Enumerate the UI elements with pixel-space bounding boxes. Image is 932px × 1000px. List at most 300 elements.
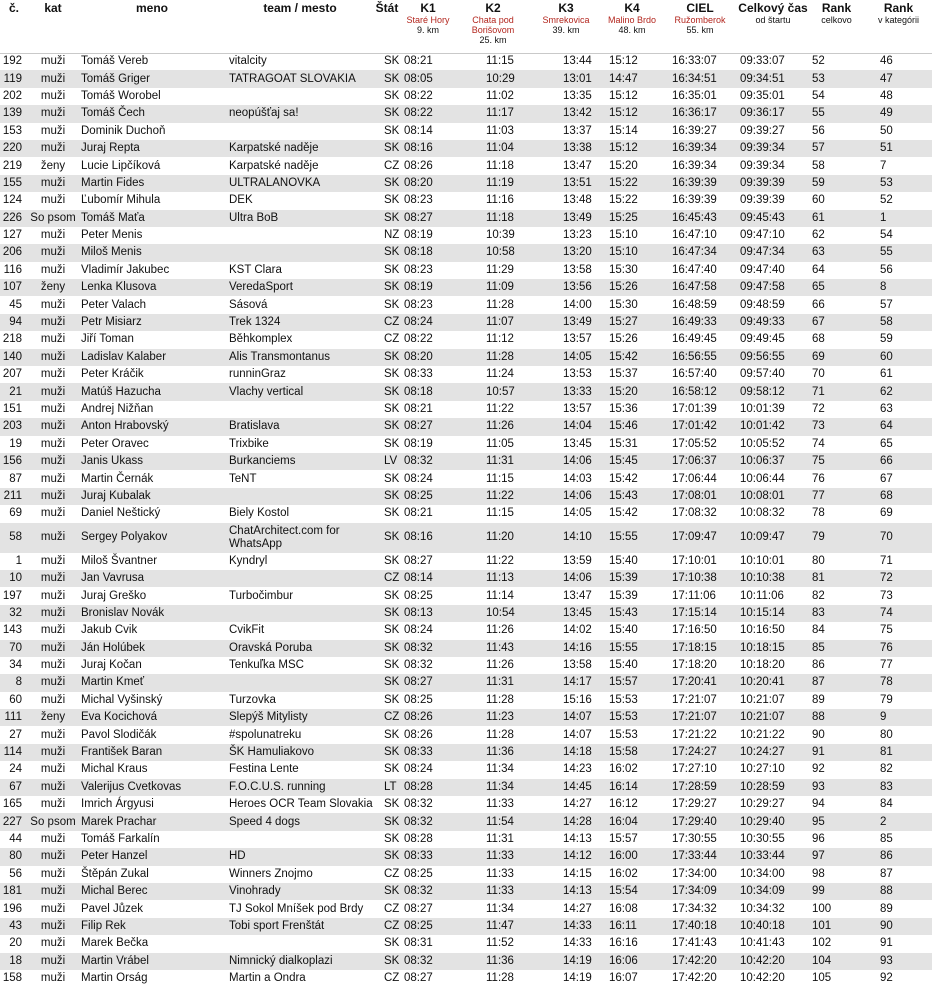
cell-category: muži — [28, 418, 78, 435]
cell-category: muži — [40, 554, 66, 567]
cell-category: muži — [28, 453, 78, 470]
header-total-time: Celkový čas od štartu — [738, 0, 808, 53]
cell-rank-category: 1 — [865, 210, 932, 227]
table-row — [0, 726, 932, 743]
cell-finish: 17:16:50 — [672, 624, 717, 637]
cell-name: Michal Kraus — [81, 763, 148, 776]
cell-k1: 08:19 — [404, 229, 433, 242]
cell-total-time: 09:47:10 — [740, 229, 785, 242]
cell-k2: 11:26 — [456, 418, 530, 435]
cell-country: SK — [384, 554, 400, 567]
cell-k1: 08:14 — [404, 124, 433, 137]
table-row — [0, 436, 932, 453]
cell-finish: 16:47:40 — [672, 263, 717, 276]
cell-k3: 13:20 — [530, 244, 602, 261]
cell-category: muži — [40, 507, 66, 520]
cell-name: Michal Berec — [78, 883, 226, 900]
cell-k1: 08:31 — [404, 937, 433, 950]
cell-total-time: 10:10:01 — [740, 554, 785, 567]
cell-name: Peter Oravec — [81, 437, 149, 450]
cell-total-time: 09:39:34 — [740, 159, 785, 172]
cell-k3: 13:58 — [563, 659, 592, 672]
cell-team: Tenkuľka MSC — [229, 659, 304, 672]
table-row — [0, 866, 932, 883]
cell-category: muži — [40, 624, 66, 637]
cell-category: ženy — [40, 159, 66, 172]
cell-total-time: 10:21:07 — [740, 693, 785, 706]
cell-k4: 15:40 — [609, 659, 638, 672]
cell-country: SK — [384, 298, 400, 311]
cell-k3: 13:45 — [530, 605, 602, 622]
cell-number: 211 — [0, 488, 28, 505]
cell-rank-category: 51 — [865, 140, 932, 157]
cell-rank-overall: 90 — [812, 728, 825, 741]
cell-k1: 08:24 — [404, 763, 433, 776]
cell-k4: 15:55 — [602, 523, 662, 553]
cell-name: Pavel Jůzek — [81, 902, 144, 915]
cell-finish: 17:24:27 — [662, 744, 738, 761]
cell-country: CZ — [384, 867, 400, 880]
cell-team — [226, 244, 374, 261]
cell-k4: 15:43 — [602, 488, 662, 505]
cell-number: 107 — [0, 279, 28, 296]
cell-k3: 14:19 — [563, 972, 592, 985]
cell-k2: 11:03 — [486, 124, 514, 137]
cell-rank-overall: 101 — [808, 918, 865, 935]
cell-k1: 08:25 — [404, 693, 433, 706]
cell-k2: 11:23 — [456, 709, 530, 726]
cell-country: SK — [384, 624, 400, 637]
cell-category: muži — [40, 867, 66, 880]
cell-k3: 15:16 — [563, 693, 592, 706]
cell-k2: 11:28 — [486, 298, 514, 311]
cell-k2: 10:58 — [456, 244, 530, 261]
cell-team: Běhkomplex — [229, 333, 293, 346]
cell-rank-category: 53 — [865, 175, 932, 192]
cell-total-time: 10:28:59 — [738, 779, 808, 796]
cell-k4: 15:30 — [609, 263, 638, 276]
cell-name: Peter Hanzel — [78, 848, 226, 865]
table-row — [0, 523, 932, 553]
cell-k2: 11:28 — [486, 693, 514, 706]
cell-number: 124 — [2, 194, 22, 207]
cell-total-time: 10:33:44 — [738, 848, 808, 865]
cell-number: 156 — [0, 453, 28, 470]
cell-k2: 11:12 — [486, 333, 514, 346]
cell-rank-overall: 54 — [812, 89, 825, 102]
cell-category: ženy — [28, 709, 78, 726]
cell-finish: 17:10:01 — [672, 554, 717, 567]
cell-total-time: 10:06:37 — [738, 453, 808, 470]
cell-name: Miloš Švantner — [81, 554, 158, 567]
cell-total-time: 10:18:20 — [740, 659, 785, 672]
cell-country: CZ — [374, 314, 400, 331]
cell-k4: 15:55 — [602, 640, 662, 657]
cell-k4: 15:40 — [609, 554, 638, 567]
cell-k2: 11:22 — [486, 554, 514, 567]
cell-team — [226, 935, 374, 952]
cell-finish: 16:39:27 — [672, 124, 717, 137]
cell-country: SK — [374, 674, 400, 691]
cell-k4: 16:07 — [609, 972, 638, 985]
table-row — [0, 505, 932, 522]
cell-category: muži — [40, 333, 66, 346]
cell-total-time: 10:05:52 — [740, 437, 785, 450]
table-row — [0, 349, 932, 366]
cell-k3: 13:38 — [530, 140, 602, 157]
cell-k4: 14:47 — [602, 70, 662, 87]
cell-rank-overall: 87 — [808, 674, 865, 691]
cell-k3: 13:58 — [563, 263, 592, 276]
cell-number: 60 — [9, 693, 22, 706]
cell-name: Tomáš Čech — [78, 105, 226, 122]
cell-total-time: 10:24:27 — [738, 744, 808, 761]
cell-team: Alis Transmontanus — [226, 349, 374, 366]
cell-total-time: 10:27:10 — [740, 763, 785, 776]
cell-category: muži — [40, 472, 66, 485]
cell-name: Peter Valach — [81, 298, 146, 311]
cell-k4: 15:39 — [609, 589, 638, 602]
cell-rank-category: 91 — [880, 937, 893, 950]
cell-rank-overall: 75 — [808, 453, 865, 470]
cell-k2: 10:39 — [486, 229, 515, 242]
cell-number: 158 — [2, 972, 22, 985]
cell-team: F.O.C.U.S. running — [226, 779, 374, 796]
cell-name: Petr Misiarz — [78, 314, 226, 331]
cell-k1: 08:33 — [400, 744, 456, 761]
cell-k1: 08:22 — [404, 333, 433, 346]
cell-country: SK — [384, 437, 400, 450]
table-row — [0, 831, 932, 848]
cell-k3: 14:07 — [530, 709, 602, 726]
cell-total-time: 09:39:34 — [738, 140, 808, 157]
cell-name: Ján Holúbek — [78, 640, 226, 657]
cell-category: muži — [28, 883, 78, 900]
cell-number: 87 — [9, 472, 22, 485]
cell-country: CZ — [384, 333, 400, 346]
cell-category: muži — [28, 383, 78, 400]
cell-total-time: 10:06:44 — [740, 472, 785, 485]
cell-k4: 16:06 — [602, 953, 662, 970]
cell-team: Karpatské naděje — [226, 140, 374, 157]
cell-number: 220 — [0, 140, 28, 157]
table-row — [0, 401, 932, 418]
cell-k1: 08:21 — [404, 507, 433, 520]
cell-country: LV — [374, 453, 400, 470]
cell-k4: 15:46 — [602, 418, 662, 435]
cell-k2: 11:02 — [486, 89, 514, 102]
cell-k3: 14:13 — [563, 832, 592, 845]
cell-k3: 14:03 — [563, 472, 592, 485]
cell-rank-overall: 79 — [808, 523, 865, 553]
cell-total-time: 10:21:07 — [738, 709, 808, 726]
cell-total-time: 10:09:47 — [738, 523, 808, 553]
cell-number: 67 — [0, 779, 28, 796]
cell-total-time: 09:57:40 — [740, 368, 785, 381]
cell-rank-category: 93 — [865, 953, 932, 970]
header-rank-overall: Rank celkovo — [808, 0, 865, 53]
cell-k4: 15:30 — [609, 298, 638, 311]
cell-category: muži — [40, 298, 66, 311]
cell-number: 21 — [0, 383, 28, 400]
cell-team: VeredaSport — [226, 279, 374, 296]
cell-rank-category: 69 — [880, 507, 893, 520]
cell-rank-overall: 76 — [812, 472, 825, 485]
cell-category: muži — [28, 140, 78, 157]
cell-k1: 08:16 — [400, 140, 456, 157]
cell-category: muži — [40, 403, 66, 415]
header-category: kat — [28, 0, 78, 53]
cell-k3: 14:27 — [563, 798, 592, 811]
cell-k4: 15:10 — [609, 229, 638, 242]
cell-number: 197 — [2, 589, 22, 602]
cell-number: 165 — [2, 798, 22, 811]
table-row — [0, 570, 932, 587]
table-row — [0, 779, 932, 796]
cell-team: Trek 1324 — [226, 314, 374, 331]
cell-rank-category: 88 — [865, 883, 932, 900]
cell-finish: 17:09:47 — [662, 523, 738, 553]
cell-k1: 08:27 — [400, 674, 456, 691]
cell-rank-overall: 57 — [808, 140, 865, 157]
table-row — [0, 813, 932, 830]
cell-finish: 17:21:22 — [672, 728, 717, 741]
cell-country: SK — [374, 70, 400, 87]
cell-team — [226, 401, 374, 418]
cell-category: muži — [40, 832, 66, 845]
header-rank-category: Rank v kategórii — [865, 0, 932, 53]
cell-total-time: 10:42:20 — [738, 953, 808, 970]
cell-rank-category: 58 — [865, 314, 932, 331]
cell-k4: 15:27 — [602, 314, 662, 331]
cell-team: Turbočimbur — [229, 589, 294, 602]
cell-k2: 11:14 — [486, 589, 514, 602]
cell-rank-category: 71 — [880, 554, 893, 567]
cell-k4: 16:04 — [602, 813, 662, 830]
cell-k3: 14:17 — [530, 674, 602, 691]
cell-category: muži — [28, 744, 78, 761]
cell-number: 116 — [3, 263, 22, 276]
cell-k4: 16:16 — [609, 937, 638, 950]
cell-k3: 14:23 — [563, 763, 592, 776]
cell-name: Jakub Cvik — [81, 624, 138, 637]
cell-country: SK — [384, 798, 400, 811]
cell-k3: 14:04 — [530, 418, 602, 435]
cell-finish: 16:49:33 — [662, 314, 738, 331]
cell-team: Martin a Ondra — [229, 972, 306, 985]
cell-k1: 08:18 — [400, 383, 456, 400]
cell-rank-category: 50 — [880, 124, 893, 137]
cell-category: muži — [40, 229, 66, 242]
cell-name: Vladimír Jakubec — [81, 263, 170, 276]
cell-team: Festina Lente — [229, 763, 299, 776]
cell-k2: 11:22 — [456, 488, 530, 505]
cell-rank-category: 90 — [865, 918, 932, 935]
cell-k3: 13:57 — [563, 333, 592, 346]
cell-k4: 16:12 — [609, 798, 638, 811]
cell-k1: 08:13 — [400, 605, 456, 622]
results-body — [0, 53, 932, 987]
cell-k3: 14:06 — [530, 453, 602, 470]
cell-k4: 15:22 — [602, 175, 662, 192]
table-row — [0, 88, 932, 105]
cell-finish: 16:48:59 — [672, 298, 717, 311]
table-row — [0, 470, 932, 487]
cell-k3: 14:27 — [563, 902, 592, 915]
cell-country: SK — [374, 744, 400, 761]
cell-name: Tomáš Griger — [78, 70, 226, 87]
cell-rank-overall: 66 — [812, 298, 825, 311]
cell-country: SK — [374, 140, 400, 157]
cell-name: Filip Rek — [78, 918, 226, 935]
cell-finish: 17:42:20 — [662, 953, 738, 970]
cell-number: 206 — [0, 244, 28, 261]
cell-k3: 13:49 — [530, 210, 602, 227]
cell-category: muži — [28, 848, 78, 865]
cell-k2: 11:31 — [456, 674, 530, 691]
cell-name: Martin Orság — [81, 972, 148, 985]
cell-rank-overall: 68 — [812, 333, 825, 346]
cell-k2: 11:18 — [486, 159, 514, 172]
cell-k4: 15:37 — [609, 368, 638, 381]
cell-rank-overall: 62 — [812, 229, 825, 242]
cell-rank-category: 75 — [880, 624, 893, 637]
cell-team: Trixbike — [229, 437, 269, 450]
cell-country: SK — [384, 194, 400, 207]
cell-team — [226, 831, 374, 848]
cell-rank-overall: 85 — [808, 640, 865, 657]
cell-country: CZ — [384, 159, 400, 172]
cell-category: muži — [28, 640, 78, 657]
cell-rank-overall: 59 — [808, 175, 865, 192]
cell-k4: 15:26 — [609, 333, 638, 346]
cell-rank-overall: 74 — [812, 437, 825, 450]
cell-category: muži — [40, 368, 66, 381]
cell-finish: 17:42:20 — [672, 972, 717, 985]
cell-category: muži — [40, 589, 66, 602]
table-row — [0, 657, 932, 674]
cell-k1: 08:20 — [400, 175, 456, 192]
cell-finish: 17:40:18 — [662, 918, 738, 935]
cell-k4: 15:58 — [602, 744, 662, 761]
cell-k2: 11:18 — [456, 210, 530, 227]
cell-country: SK — [384, 124, 400, 137]
cell-number: 218 — [2, 333, 22, 346]
cell-team: Oravská Poruba — [226, 640, 374, 657]
cell-rank-category: 64 — [865, 418, 932, 435]
table-row — [0, 314, 932, 331]
cell-rank-overall: 95 — [808, 813, 865, 830]
cell-total-time: 09:34:51 — [738, 70, 808, 87]
cell-k1: 08:27 — [400, 418, 456, 435]
cell-category: So psom — [28, 210, 78, 227]
cell-k1: 08:23 — [404, 263, 433, 276]
cell-rank-category: 60 — [865, 349, 932, 366]
cell-team — [226, 227, 374, 244]
cell-rank-overall: 69 — [808, 349, 865, 366]
cell-total-time: 10:10:38 — [738, 570, 808, 587]
cell-rank-overall: 73 — [808, 418, 865, 435]
cell-k2: 11:34 — [486, 763, 514, 776]
cell-team: Burkanciems — [226, 453, 374, 470]
cell-finish: 17:18:15 — [662, 640, 738, 657]
cell-total-time: 09:35:01 — [740, 89, 785, 102]
cell-k3: 14:00 — [563, 298, 592, 311]
cell-total-time: 09:33:07 — [740, 55, 785, 68]
cell-k4: 16:02 — [609, 867, 638, 880]
table-row — [0, 970, 932, 987]
cell-finish: 17:29:40 — [662, 813, 738, 830]
cell-k3: 14:19 — [530, 953, 602, 970]
cell-k2: 11:16 — [486, 194, 514, 207]
cell-number: 226 — [0, 210, 28, 227]
cell-rank-overall: 100 — [812, 902, 832, 915]
cell-k2: 11:52 — [486, 937, 514, 950]
cell-rank-overall: 53 — [808, 70, 865, 87]
cell-finish: 17:06:37 — [662, 453, 738, 470]
cell-category: muži — [28, 523, 78, 553]
cell-k2: 11:33 — [456, 848, 530, 865]
cell-k4: 15:57 — [602, 674, 662, 691]
cell-k3: 13:23 — [563, 229, 592, 242]
cell-rank-category: 65 — [880, 437, 893, 450]
table-row — [0, 488, 932, 505]
cell-team: HD — [226, 848, 374, 865]
cell-country: SK — [374, 210, 400, 227]
cell-country: NZ — [384, 229, 400, 242]
cell-k3: 13:42 — [530, 105, 602, 122]
cell-name: Pavol Slodičák — [81, 728, 157, 741]
cell-rank-category: 92 — [880, 972, 893, 985]
cell-k2: 11:34 — [486, 902, 514, 915]
cell-name: Peter Menis — [81, 229, 143, 242]
cell-finish: 16:39:39 — [662, 175, 738, 192]
cell-k4: 15:20 — [609, 159, 638, 172]
cell-category: muži — [28, 105, 78, 122]
cell-country: SK — [384, 403, 400, 415]
cell-k3: 13:59 — [563, 554, 592, 567]
table-row — [0, 744, 932, 761]
cell-name: Juraj Kočan — [81, 659, 142, 672]
cell-name: Sergey Polyakov — [78, 523, 226, 553]
cell-country: SK — [374, 523, 400, 553]
cell-k3: 13:45 — [563, 437, 592, 450]
cell-rank-overall: 71 — [808, 383, 865, 400]
cell-team: KST Clara — [229, 263, 282, 276]
cell-category: muži — [28, 349, 78, 366]
cell-k2: 11:33 — [486, 798, 514, 811]
cell-rank-overall: 88 — [808, 709, 865, 726]
cell-team — [226, 488, 374, 505]
cell-category: muži — [28, 570, 78, 587]
table-row — [0, 210, 932, 227]
cell-rank-overall: 63 — [808, 244, 865, 261]
cell-rank-category: 8 — [865, 279, 932, 296]
cell-finish: 16:45:43 — [662, 210, 738, 227]
table-row — [0, 331, 932, 348]
cell-finish: 17:20:41 — [662, 674, 738, 691]
table-row — [0, 709, 932, 726]
cell-team: Slepýš Mitylisty — [226, 709, 374, 726]
cell-k4: 15:39 — [602, 570, 662, 587]
cell-country: SK — [374, 953, 400, 970]
cell-k2: 10:57 — [456, 383, 530, 400]
cell-k1: 08:33 — [404, 368, 433, 381]
cell-rank-category: 74 — [865, 605, 932, 622]
cell-number: 151 — [2, 403, 22, 415]
cell-total-time: 09:58:12 — [738, 383, 808, 400]
cell-number: 32 — [0, 605, 28, 622]
